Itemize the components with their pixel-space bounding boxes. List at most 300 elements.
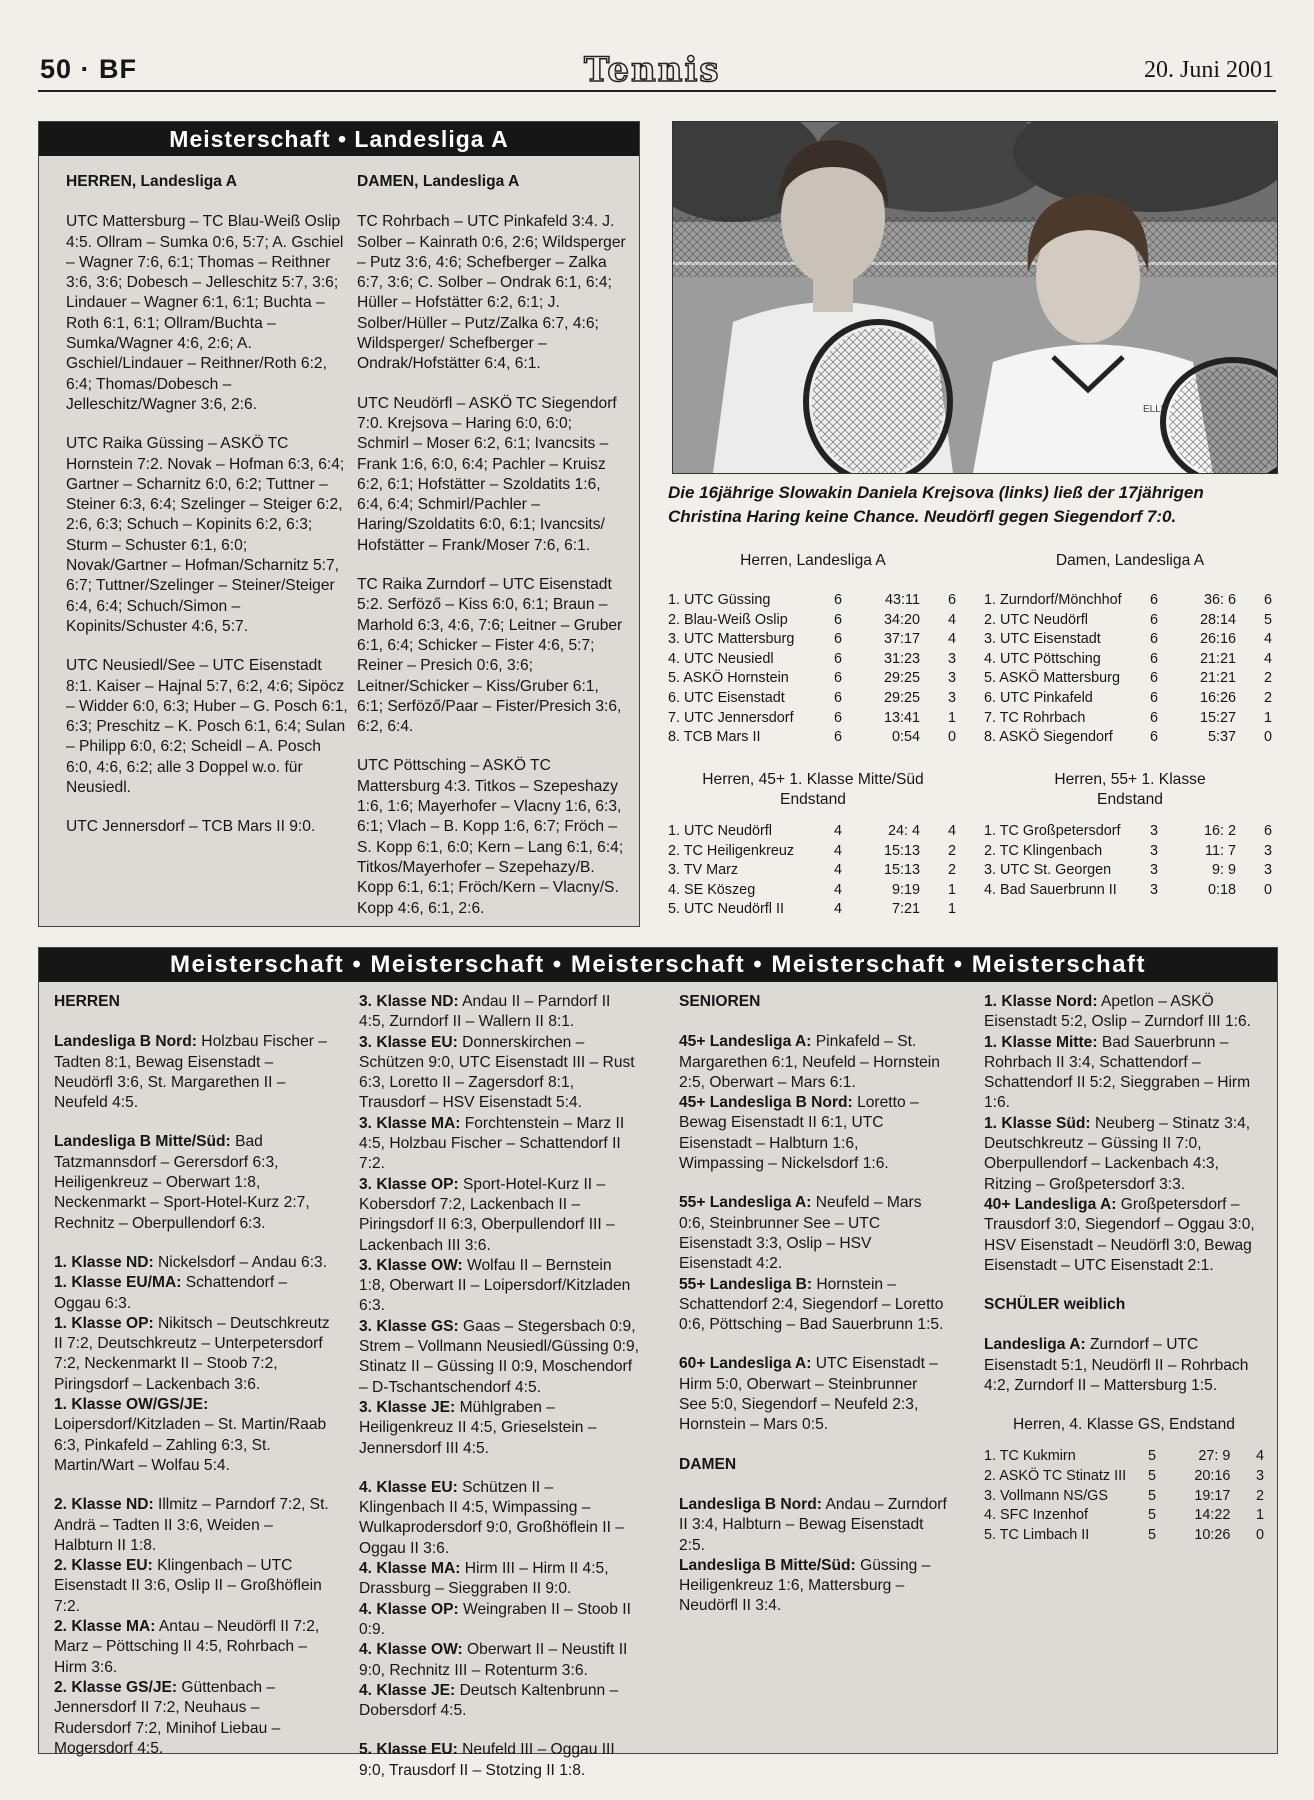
league-results bbox=[359, 1256, 639, 1317]
damen-result: TC Raika Zurndorf – UTC Eisenstadt 5:2. Serföző – Kiss 6:0, 6:1; Braun – Marhold 6:3, 4:6, 7:6; Leitner – Gruber 6:1, 6:4; Schicker – Fister 4:6, 5:7; Reiner – Presich 0:6, 3:6; Leitner/Schicker – Kiss/Gruber 6:1, 6:1; Serföző/Paar – Fister/Presich 3:6, 6:2, 6:4. bbox=[357, 576, 623, 736]
standings-table bbox=[668, 822, 956, 920]
league-label: Landesliga B Nord: bbox=[54, 1033, 197, 1051]
games-played: 5 bbox=[1147, 1526, 1156, 1543]
team-name: 2. TC Klingenbach bbox=[984, 842, 1103, 859]
league-scores: Hornstein – Schattendorf 2:4, Siegendorf – Loretto 0:6, Pöttsching – Bad Sauerbrunn 1:5. bbox=[679, 1275, 944, 1334]
landesliga-box bbox=[38, 121, 640, 927]
standings-row bbox=[984, 728, 1272, 748]
league-scores: Mühlgraben – Heiligenkreuz II 4:5, Grieselstein – Jennersdorf III 4:5. bbox=[359, 1398, 597, 1457]
league-scores: Zurndorf – UTC Eisenstadt 5:1, Neudörfl II – Rohrbach 4:2, Zurndorf II – Mattersburg 1:5. bbox=[984, 1336, 1249, 1395]
games-played: 4 bbox=[833, 862, 842, 879]
league-scores: Nikitsch – Deutschkreutz II 7:2, Deutschkreutz – Unterpetersdorf 7:2, Neckenmarkt II – Stoob 7:2, Piringsdorf – Lackenbach 3:6. bbox=[54, 1314, 330, 1393]
games-played: 6 bbox=[833, 689, 842, 706]
games-played: 6 bbox=[833, 709, 842, 726]
league-scores: Apetlon – ASKÖ Eisenstadt 5:2, Oslip – Zurndorf III 1:6. bbox=[984, 993, 1251, 1031]
games-played: 5 bbox=[1147, 1467, 1156, 1484]
points: 4 bbox=[1263, 631, 1272, 648]
league-results bbox=[679, 1556, 947, 1617]
team-name: 7. UTC Jennersdorf bbox=[668, 709, 794, 726]
games-played: 6 bbox=[833, 650, 842, 667]
league-label: 55+ Landesliga B: bbox=[679, 1275, 813, 1293]
sets-score: 15:27 bbox=[1199, 709, 1236, 726]
standings-row bbox=[984, 822, 1272, 842]
league-label: 2. Klasse EU: bbox=[54, 1557, 153, 1575]
news-photo bbox=[672, 121, 1278, 474]
league-scores: Andau – Zurndorf II 3:4, Halbturn – Bewag Eisenstadt 2:5. bbox=[679, 1495, 947, 1554]
league-scores: Sport-Hotel-Kurz II – Kobersdorf 7:2, Lackenbach II – Piringsdorf II 6:3, Oberpullendorf III – Lackenbach III 3:6. bbox=[359, 1175, 615, 1254]
league-results bbox=[359, 1478, 639, 1559]
team-name: 2. Blau-Weiß Oslip bbox=[668, 611, 788, 628]
games-played: 4 bbox=[833, 842, 842, 859]
points: 6 bbox=[947, 592, 956, 608]
team-name: 3. TV Marz bbox=[668, 862, 739, 879]
games-played: 6 bbox=[1149, 729, 1158, 746]
shirt-logo: ELLE bbox=[1143, 404, 1168, 415]
herren-result: UTC Raika Güssing – ASKÖ TC Hornstein 7:2. Novak – Hofman 6:3, 6:4; Gartner – Scharnitz 6:0, 6:2; Tuttner – Steiner 6:3, 6:4; Szelinger – Steiger 6:2, 2:6, 6:3; Schuch – Kopinits 6:2, 6:3; Sturm – Schuster 6:1, 6:0; Novak/Gartner – Hofman/Scharnitz 5:7, 6:7; Tuttner/Szelinger – Steiner/Steiger 6:4, 6:4; Schuch/Simon – Kopinits/Schuster 4:6, 5:7. bbox=[66, 435, 345, 635]
league-results bbox=[54, 1314, 334, 1395]
herren-column bbox=[66, 172, 351, 857]
meisterschaft-column bbox=[54, 992, 334, 1759]
games-played: 4 bbox=[833, 901, 842, 918]
league-label: 3. Klasse OP: bbox=[359, 1175, 459, 1193]
league-results bbox=[679, 1032, 947, 1093]
league-results bbox=[359, 1398, 639, 1459]
standings-row bbox=[984, 669, 1272, 689]
sets-score: 15:13 bbox=[883, 862, 920, 879]
header-rule bbox=[38, 90, 1276, 92]
league-results bbox=[359, 1740, 639, 1781]
league-label: 5. Klasse EU: bbox=[359, 1741, 458, 1759]
team-name: 4. Bad Sauerbrunn II bbox=[984, 881, 1117, 898]
points: 6 bbox=[1263, 592, 1272, 608]
points: 0 bbox=[1263, 881, 1272, 898]
league-label: 1. Klasse Nord: bbox=[984, 993, 1098, 1010]
league-results bbox=[54, 1132, 334, 1233]
points: 4 bbox=[1263, 650, 1272, 667]
league-results bbox=[54, 1678, 334, 1759]
points: 1 bbox=[947, 901, 956, 918]
league-label: 4. Klasse JE: bbox=[359, 1681, 456, 1699]
team-name: 8. ASKÖ Siegendorf bbox=[984, 729, 1113, 746]
points: 2 bbox=[1255, 1487, 1264, 1504]
standings-row bbox=[668, 842, 956, 862]
points: 0 bbox=[1263, 729, 1272, 746]
league-label: 1. Klasse EU/MA: bbox=[54, 1274, 182, 1292]
league-scores: Forchtenstein – Marz II 4:5, Holzbau Fischer – Schattendorf II 7:2. bbox=[359, 1114, 625, 1173]
team-name: 3. UTC St. Georgen bbox=[984, 862, 1112, 879]
team-name: 4. SE Köszeg bbox=[668, 881, 756, 898]
league-results bbox=[359, 1317, 639, 1398]
games-played: 3 bbox=[1149, 862, 1158, 879]
points: 3 bbox=[1255, 1467, 1264, 1484]
league-scores: Güttenbach – Jennersdorf II 7:2, Neuhaus – Rudersdorf 7:2, Minihof Liebau – Mogersdorf 4:5. bbox=[54, 1678, 281, 1757]
league-results bbox=[54, 1395, 334, 1476]
games-played: 3 bbox=[1149, 842, 1158, 859]
games-played: 5 bbox=[1147, 1448, 1156, 1465]
league-scores: Schattendorf – Oggau 6:3. bbox=[54, 1274, 288, 1312]
standings-table bbox=[984, 1447, 1264, 1545]
sets-score: 19:17 bbox=[1194, 1487, 1231, 1504]
landesliga-title-bar: Meisterschaft • Landesliga A bbox=[39, 122, 639, 156]
team-name: 1. Zurndorf/Mönchhof bbox=[984, 592, 1122, 608]
league-scores: Andau II – Parndorf II 4:5, Zurndorf II – Wallern II 8:1. bbox=[359, 993, 611, 1031]
team-name: 5. TC Limbach II bbox=[984, 1526, 1090, 1543]
sets-score: 11: 7 bbox=[1205, 842, 1236, 859]
points: 6 bbox=[1263, 823, 1272, 839]
category-heading: HERREN bbox=[54, 993, 120, 1010]
team-name: 2. UTC Neudörfl bbox=[984, 611, 1088, 628]
sets-score: 21:21 bbox=[1199, 670, 1236, 687]
league-label: 3. Klasse ND: bbox=[359, 993, 459, 1010]
standings-row bbox=[984, 591, 1272, 611]
league-label: 4. Klasse OW: bbox=[359, 1641, 463, 1659]
games-played: 5 bbox=[1147, 1507, 1156, 1524]
standings-row bbox=[984, 842, 1272, 862]
league-results bbox=[359, 1114, 639, 1175]
team-name: 3. UTC Eisenstadt bbox=[984, 631, 1101, 648]
points: 3 bbox=[1263, 842, 1272, 859]
games-played: 3 bbox=[1149, 823, 1158, 839]
sets-score: 5:37 bbox=[1207, 729, 1236, 746]
league-label: 4. Klasse EU: bbox=[359, 1478, 458, 1496]
points: 3 bbox=[947, 689, 956, 706]
league-label: 40+ Landesliga A: bbox=[984, 1195, 1117, 1213]
standings-row bbox=[668, 861, 956, 881]
league-label: 2. Klasse ND: bbox=[54, 1496, 154, 1514]
league-label: Landesliga A: bbox=[984, 1336, 1086, 1354]
standings-row bbox=[984, 650, 1272, 670]
sets-score: 13:41 bbox=[883, 709, 920, 726]
league-results bbox=[679, 1093, 947, 1174]
league-label: 45+ Landesliga B Nord: bbox=[679, 1094, 853, 1112]
points: 2 bbox=[1263, 689, 1272, 706]
games-played: 3 bbox=[1149, 881, 1158, 898]
sets-score: 7:21 bbox=[891, 901, 920, 918]
league-scores: Güssing – Heiligenkreuz 1:6, Mattersburg – Neudörfl II 3:4. bbox=[679, 1556, 931, 1615]
league-results bbox=[54, 1032, 334, 1113]
league-results bbox=[359, 1175, 639, 1256]
league-label: 55+ Landesliga A: bbox=[679, 1194, 812, 1212]
league-label: Landesliga B Nord: bbox=[679, 1495, 822, 1513]
points: 2 bbox=[1263, 670, 1272, 687]
category-heading: SENIOREN bbox=[679, 993, 761, 1010]
league-scores: Oberwart II – Neustift II 9:0, Rechnitz III – Rotenturm 3:6. bbox=[359, 1641, 628, 1679]
meisterschaft-column bbox=[984, 992, 1264, 1545]
sets-score: 16:26 bbox=[1199, 689, 1236, 706]
standings-row bbox=[668, 630, 956, 650]
games-played: 6 bbox=[1149, 631, 1158, 648]
standings-row bbox=[668, 900, 956, 920]
standings-row bbox=[668, 881, 956, 901]
team-name: 4. UTC Neusiedl bbox=[668, 650, 774, 667]
league-results bbox=[54, 1556, 334, 1617]
games-played: 6 bbox=[833, 631, 842, 648]
league-results bbox=[359, 1600, 639, 1641]
standings-herren-55 bbox=[984, 770, 1276, 900]
league-label: 1. Klasse OP: bbox=[54, 1314, 154, 1332]
points: 1 bbox=[947, 709, 956, 726]
games-played: 4 bbox=[833, 823, 842, 839]
league-results bbox=[984, 1335, 1264, 1396]
herren-result: UTC Mattersburg – TC Blau-Weiß Oslip 4:5. Ollram – Sumka 0:6, 5:7; A. Gschiel – Wagner 7:6, 6:1; Thomas – Reithner 3:6, 3:6; Dobesch – Jelleschitz 5:7, 3:6; Lindauer – Wagner 6:1, 6:1; Buchta – Roth 6:1, 6:1; Ollram/Buchta – Sumka/Wagner 4:6, 2:6; A. Gschiel/Lindauer – Reithner/Roth 6:2, 6:4; Thomas/Dobesch – Jelleschitz/Wagner 3:6, 2:6. bbox=[66, 213, 344, 413]
league-results bbox=[54, 1253, 334, 1273]
league-label: 3. Klasse OW: bbox=[359, 1256, 463, 1274]
league-results bbox=[984, 1195, 1264, 1276]
points: 5 bbox=[1263, 611, 1272, 628]
league-label: 2. Klasse GS/JE: bbox=[54, 1678, 178, 1696]
sets-score: 28:14 bbox=[1199, 611, 1236, 628]
meisterschaft-title-bar: Meisterschaft • Meisterschaft • Meisterschaft • Meisterschaft • Meisterschaft bbox=[39, 948, 1277, 982]
team-name: 2. TC Heiligenkreuz bbox=[668, 842, 795, 859]
sets-score: 0:54 bbox=[891, 729, 920, 746]
points: 1 bbox=[1255, 1507, 1264, 1524]
league-scores: Neufeld – Mars 0:6, Steinbrunner See – UTC Eisenstadt 3:3, Oslip – HSV Eisenstadt 4:2. bbox=[679, 1194, 922, 1273]
team-name: 6. UTC Pinkafeld bbox=[984, 689, 1093, 706]
team-name: 6. UTC Eisenstadt bbox=[668, 689, 785, 706]
standings-table bbox=[984, 822, 1272, 900]
standings-row bbox=[668, 591, 956, 611]
league-results bbox=[54, 1495, 334, 1556]
league-scores: Deutsch Kaltenbrunn – Dobersdorf 4:5. bbox=[359, 1681, 619, 1720]
points: 3 bbox=[1263, 862, 1272, 879]
league-results bbox=[984, 992, 1264, 1033]
points: 4 bbox=[947, 611, 956, 628]
sets-score: 21:21 bbox=[1199, 650, 1236, 667]
league-label: 4. Klasse MA: bbox=[359, 1560, 461, 1578]
col4-text bbox=[984, 992, 1264, 1396]
league-results bbox=[679, 1495, 947, 1556]
team-name: 5. UTC Neudörfl II bbox=[668, 901, 784, 918]
league-scores: Nickelsdorf – Andau 6:3. bbox=[153, 1253, 328, 1271]
herren-result: UTC Jennersdorf – TCB Mars II 9:0. bbox=[66, 818, 316, 836]
games-played: 6 bbox=[1149, 650, 1158, 667]
league-results bbox=[359, 1559, 639, 1600]
standings-row bbox=[984, 689, 1272, 709]
team-name: 7. TC Rohrbach bbox=[984, 709, 1086, 726]
sets-score: 36: 6 bbox=[1203, 592, 1236, 608]
league-scores: Großpetersdorf – Trausdorf 3:0, Siegendorf – Oggau 3:0, HSV Eisenstadt – Neudörfl 3:0, Bewag Eisenstadt – UTC Eisenstadt 2:1. bbox=[984, 1195, 1255, 1274]
team-name: 1. UTC Neudörfl bbox=[668, 823, 772, 839]
points: 1 bbox=[947, 881, 956, 898]
sets-score: 37:17 bbox=[883, 631, 920, 648]
league-label: 4. Klasse OP: bbox=[359, 1600, 459, 1618]
sets-score: 20:16 bbox=[1194, 1467, 1231, 1484]
team-name: 1. TC Kukmirn bbox=[984, 1448, 1076, 1465]
games-played: 6 bbox=[1149, 689, 1158, 706]
team-name: 8. TCB Mars II bbox=[668, 729, 761, 746]
points: 3 bbox=[947, 650, 956, 667]
points: 4 bbox=[947, 631, 956, 648]
games-played: 6 bbox=[833, 729, 842, 746]
points: 0 bbox=[1255, 1526, 1264, 1543]
league-results bbox=[679, 1193, 947, 1274]
sets-score: 16: 2 bbox=[1203, 823, 1236, 839]
league-results bbox=[679, 1354, 947, 1435]
standings-table bbox=[984, 591, 1272, 748]
category-heading: SCHÜLER weiblich bbox=[984, 1296, 1126, 1314]
points: 2 bbox=[947, 842, 956, 859]
sets-score: 9: 9 bbox=[1211, 862, 1236, 879]
sets-score: 29:25 bbox=[883, 689, 920, 706]
standings-row bbox=[668, 650, 956, 670]
league-results bbox=[359, 1640, 639, 1681]
standings-row bbox=[984, 1487, 1264, 1507]
standings-table bbox=[668, 591, 956, 748]
league-scores: Klingenbach – UTC Eisenstadt II 3:6, Oslip II – Großhöflein 7:2. bbox=[54, 1557, 322, 1615]
meisterschaft-box bbox=[38, 947, 1278, 1779]
standings-row bbox=[984, 611, 1272, 631]
standings-title: Herren, Landesliga A bbox=[740, 552, 886, 569]
standings-row bbox=[668, 709, 956, 729]
damen-heading: DAMEN, Landesliga A bbox=[357, 173, 520, 190]
damen-result: TC Rohrbach – UTC Pinkafeld 3:4. J. Solber – Kainrath 0:6, 2:6; Wildsperger – Putz 3:6, 4:6; Schefberger – Zalka 6:7, 3:6; C. Solber – Ondrak 6:1, 6:4; Hüller – Hofstätter 6:2, 6:1; J. Solber/Hüller – Putz/Zalka 6:7, 4:6; Wildsperger/ Schefberger – Ondrak/Hofstätter 6:4, 6:1. bbox=[357, 213, 626, 373]
category-heading: DAMEN bbox=[679, 1455, 737, 1473]
sets-score: 31:23 bbox=[883, 650, 920, 667]
page-number: 50 · BF bbox=[40, 54, 138, 84]
league-scores: Neuberg – Stinatz 3:4, Deutschkreutz – Güssing II 7:0, Oberpullendorf – Lackenbach 4:3, Ritzing – Großpetersdorf 3:3. bbox=[984, 1114, 1251, 1193]
standings-title: Herren, 45+ 1. Klasse Mitte/Süd Endstand bbox=[702, 771, 924, 808]
games-played: 6 bbox=[1149, 670, 1158, 687]
standings-row bbox=[984, 1447, 1264, 1467]
tennis-players-photo bbox=[673, 122, 1277, 473]
games-played: 6 bbox=[833, 592, 842, 608]
league-results bbox=[54, 1273, 334, 1314]
league-scores: UTC Eisenstadt – Hirm 5:0, Oberwart – Steinbrunner See 5:0, Siegendorf – Neufeld 2:3, Hornstein – Mars 0:5. bbox=[679, 1355, 938, 1434]
league-scores: Gaas – Stegersbach 0:9, Strem – Vollmann Neusiedl/Güssing 0:9, Stinatz II – Güssing II 0:9, Moschendorf – D-Tschantschendorf 4:5. bbox=[359, 1317, 639, 1396]
sets-score: 34:20 bbox=[883, 611, 920, 628]
damen-result: UTC Neudörfl – ASKÖ TC Siegendorf 7:0. Krejsova – Haring 6:0, 6:0; Schmirl – Moser 6:2, 6:1; Ivancsits – Frank 1:6, 6:0, 6:4; Pachler – Kruisz 6:2, 6:1; Hofstätter – Szoldatits 1:6, 6:4, 6:4; Schmirl/Pachler – Haring/Szoldatits 6:0, 6:1; Ivancsits/ Hofstätter – Frank/Moser 7:6, 6:1. bbox=[357, 394, 617, 554]
standings-herren-la bbox=[668, 551, 958, 748]
team-name: 3. UTC Mattersburg bbox=[668, 631, 795, 648]
league-label: Landesliga B Mitte/Süd: bbox=[679, 1556, 856, 1574]
team-name: 5. ASKÖ Hornstein bbox=[668, 670, 789, 687]
sets-score: 0:18 bbox=[1207, 881, 1236, 898]
games-played: 6 bbox=[833, 611, 842, 628]
standings-row bbox=[984, 709, 1272, 729]
issue-date: 20. Juni 2001 bbox=[1143, 57, 1274, 83]
league-scores: Schützen II – Klingenbach II 4:5, Wimpassing – Wulkaprodersdorf 9:0, Großhöflein II – Oggau II 3:6. bbox=[359, 1478, 624, 1557]
herren-result: UTC Neusiedl/See – UTC Eisenstadt 8:1. Kaiser – Hajnal 5:7, 6:2, 4:6; Sipöcz – Widder 6:0, 6:3; Huber – G. Posch 6:1, 6:3; Preschitz – K. Posch 6:1, 6:4; Sulan – Philipp 6:0, 6:2; Scheidl – A. Posch 6:0, 4:6, 6:2; alle 3 Doppel w.o. für Neusiedl. bbox=[66, 657, 348, 797]
points: 1 bbox=[1263, 709, 1272, 726]
league-label: 3. Klasse GS: bbox=[359, 1317, 459, 1335]
standings-herren-45 bbox=[668, 770, 958, 920]
standings-row bbox=[984, 1467, 1264, 1487]
meisterschaft-column bbox=[359, 992, 639, 1800]
league-label: 3. Klasse MA: bbox=[359, 1114, 461, 1132]
photo-caption: Die 16jährige Slowakin Daniela Krejsova (links) ließ der 17jährigen Christina Haring keine Chance. Neudörfl gegen Siegendorf 7:0. bbox=[668, 483, 1204, 526]
standings-row bbox=[984, 881, 1272, 901]
league-results bbox=[359, 1681, 639, 1722]
league-label: 60+ Landesliga A: bbox=[679, 1355, 812, 1373]
league-scores: Loretto – Bewag Eisenstadt II 6:1, UTC Eisenstadt – Halbturn 1:6, Wimpassing – Nickelsdorf 1:6. bbox=[679, 1094, 919, 1173]
standings-row bbox=[668, 728, 956, 748]
points: 2 bbox=[947, 862, 956, 879]
games-played: 5 bbox=[1147, 1487, 1156, 1504]
games-played: 6 bbox=[1149, 611, 1158, 628]
league-scores: Donnerskirchen – Schützen 9:0, UTC Eisenstadt III – Rust 6:3, Loretto II – Zagersdorf 8:1, Trausdorf – HSV Eisenstadt 5:4. bbox=[359, 1033, 635, 1112]
league-scores: Holzbau Fischer – Tadten 8:1, Bewag Eisenstadt – Neudörfl 3:6, St. Margarethen II – Neufeld 4:5. bbox=[54, 1033, 327, 1112]
sets-score: 43:11 bbox=[885, 592, 920, 608]
league-label: 1. Klasse ND: bbox=[54, 1253, 154, 1271]
standings-row bbox=[984, 1506, 1264, 1526]
team-name: 3. Vollmann NS/GS bbox=[984, 1487, 1108, 1504]
games-played: 6 bbox=[1149, 592, 1158, 608]
standings-title: Damen, Landesliga A bbox=[1055, 552, 1205, 569]
standings-row bbox=[984, 861, 1272, 881]
standings-row bbox=[984, 1526, 1264, 1546]
meisterschaft-column bbox=[679, 992, 947, 1636]
standings-row bbox=[668, 822, 956, 842]
league-results bbox=[54, 1617, 334, 1678]
league-scores: Pinkafeld – St. Margarethen 6:1, Neufeld – Hornstein 2:5, Oberwart – Mars 6:1. bbox=[679, 1033, 940, 1091]
standings-row bbox=[668, 611, 956, 631]
league-label: 3. Klasse EU: bbox=[359, 1033, 458, 1051]
sets-score: 24: 4 bbox=[887, 823, 920, 839]
games-played: 4 bbox=[833, 881, 842, 898]
team-name: 4. UTC Pöttsching bbox=[984, 650, 1101, 667]
team-name: 1. TC Großpetersdorf bbox=[984, 823, 1121, 839]
points: 0 bbox=[947, 729, 956, 746]
league-scores: Bad Sauerbrunn – Rohrbach II 3:4, Schattendorf – Schattendorf II 5:2, Sieggraben – Hirm 1:6. bbox=[984, 1033, 1251, 1112]
league-label: 1. Klasse OW/GS/JE: bbox=[54, 1396, 209, 1414]
damen-column bbox=[357, 172, 627, 938]
sets-score: 15:13 bbox=[883, 842, 920, 859]
sets-score: 27: 9 bbox=[1198, 1448, 1231, 1465]
league-label: 45+ Landesliga A: bbox=[679, 1033, 812, 1051]
league-results bbox=[984, 1033, 1264, 1114]
sets-score: 14:22 bbox=[1194, 1507, 1231, 1524]
sets-score: 29:25 bbox=[883, 670, 920, 687]
team-name: 2. ASKÖ TC Stinatz III bbox=[984, 1467, 1127, 1484]
league-scores: Antau – Neudörfl II 7:2, Marz – Pöttsching II 4:5, Rohrbach – Hirm 3:6. bbox=[54, 1618, 320, 1676]
standings-row bbox=[668, 669, 956, 689]
league-scores: Wolfau II – Bernstein 1:8, Oberwart II – Loipersdorf/Kitzladen 6:3. bbox=[359, 1256, 631, 1315]
standings-row bbox=[984, 630, 1272, 650]
league-label: 3. Klasse JE: bbox=[359, 1398, 456, 1416]
league-scores: Loipersdorf/Kitzladen – St. Martin/Raab 6:3, Pinkafeld – Zahling 6:3, St. Martin/Wart – Wolfau 5:4. bbox=[54, 1416, 327, 1474]
league-label: Landesliga B Mitte/Süd: bbox=[54, 1133, 231, 1151]
team-name: 5. ASKÖ Mattersburg bbox=[984, 670, 1120, 687]
sets-score: 9:19 bbox=[891, 881, 920, 898]
section-title: Tennis bbox=[584, 50, 721, 90]
league-results bbox=[984, 1114, 1264, 1195]
standings-title: Herren, 55+ 1. Klasse Endstand bbox=[1054, 771, 1206, 808]
points: 3 bbox=[947, 670, 956, 687]
league-results bbox=[679, 1275, 947, 1336]
team-name: 4. SFC Inzenhof bbox=[984, 1507, 1088, 1524]
league-scores: Hirm III – Hirm II 4:5, Drassburg – Sieggraben II 9:0. bbox=[359, 1560, 609, 1598]
league-scores: Illmitz – Parndorf 7:2, St. Andrä – Tadten II 3:6, Weiden – Halbturn II 1:8. bbox=[54, 1496, 329, 1554]
league-label: 2. Klasse MA: bbox=[54, 1618, 156, 1636]
games-played: 6 bbox=[833, 670, 842, 687]
standings-damen-la bbox=[984, 551, 1276, 748]
sets-score: 26:16 bbox=[1199, 631, 1236, 648]
standings-row bbox=[668, 689, 956, 709]
league-results bbox=[359, 1033, 639, 1114]
standings-title: Herren, 4. Klasse GS, Endstand bbox=[1013, 1416, 1235, 1434]
herren-heading: HERREN, Landesliga A bbox=[66, 173, 237, 190]
league-scores: Weingraben II – Stoob II 0:9. bbox=[359, 1600, 631, 1638]
damen-result: UTC Pöttsching – ASKÖ TC Mattersburg 4:3. Titkos – Szepeshazy 1:6, 1:6; Mayerhofer – Vlacny 1:6, 6:3, 6:1; Vlach – B. Kopp 1:6, 6:7; Fröch – S. Kopp 6:1, 6:0; Kern – Lang 6:1, 6:4; Titkos/Mayerhofer – Szepehazy/B. Kopp 6:1, 6:1; Fröch/Kern – Vlacny/S. Kopp 4:6, 6:1, 2:6. bbox=[357, 757, 624, 917]
games-played: 6 bbox=[1149, 709, 1158, 726]
league-results bbox=[359, 992, 639, 1033]
sets-score: 10:26 bbox=[1194, 1526, 1231, 1543]
points: 4 bbox=[1255, 1448, 1264, 1465]
points: 4 bbox=[947, 823, 956, 839]
league-label: 1. Klasse Süd: bbox=[984, 1114, 1091, 1132]
team-name: 1. UTC Güssing bbox=[668, 592, 771, 608]
league-label: 1. Klasse Mitte: bbox=[984, 1033, 1098, 1051]
